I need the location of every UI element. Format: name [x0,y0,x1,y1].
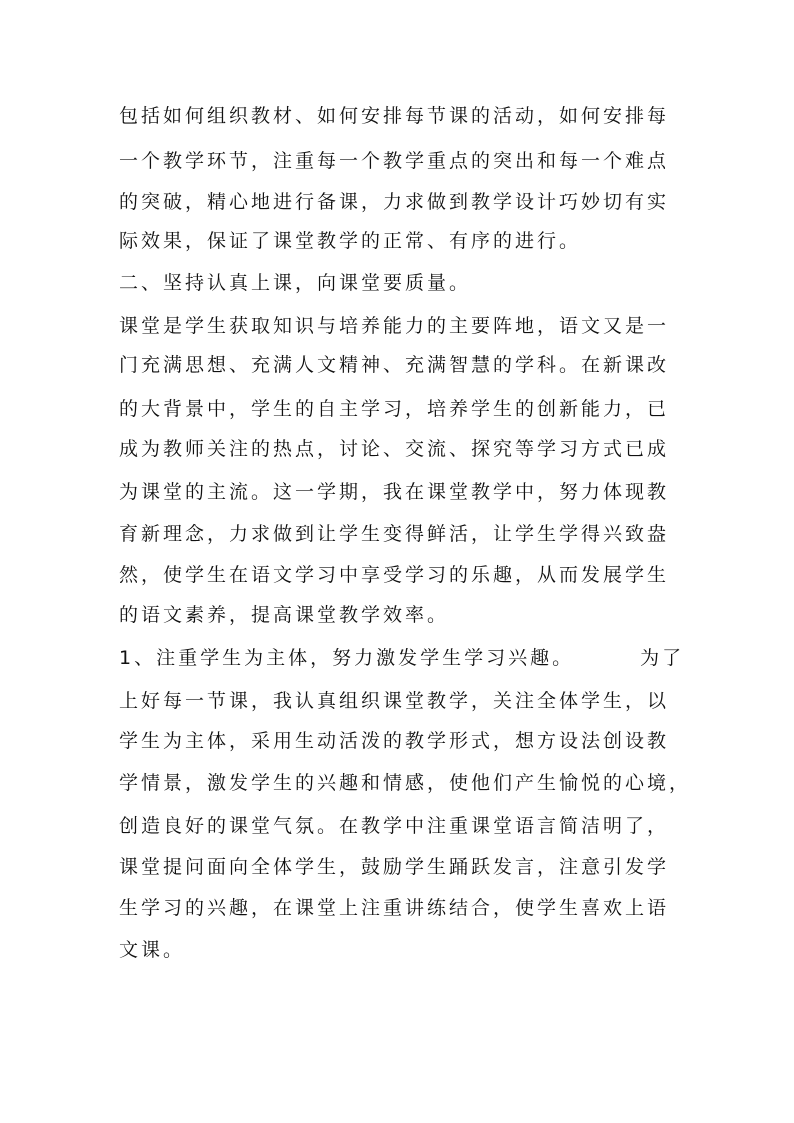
text-line: 成为教师关注的热点，讨论、交流、探究等学习方式已成 [119,438,670,460]
text-line: 课堂提问面向全体学生，鼓励学生踊跃发言，注意引发学 [119,856,670,878]
text-line: 课堂是学生获取知识与培养能力的主要阵地，语文又是一 [119,315,670,337]
text-line: 的语文素养，提高课堂教学效率。 [119,604,450,626]
text-line: 际效果，保证了课堂教学的正常、有序的进行。 [119,230,582,252]
text-line: 包括如何组织教材、如何安排每节课的活动，如何安排每 [119,105,670,127]
text-line: 门充满思想、充满人文精神、充满智慧的学科。在新课改 [119,354,670,376]
text-line: 上好每一节课，我认真组织课堂教学，关注全体学生，以 [119,690,670,712]
text-line: 创造良好的课堂气氛。在教学中注重课堂语言简洁明了， [119,815,670,837]
text-line: 一个教学环节，注重每一个教学重点的突出和每一个难点 [119,150,670,172]
subheading-text: 1、注重学生为主体，努力激发学生学习兴趣。 [119,647,575,669]
text-line: 学情景，激发学生的兴趣和情感，使他们产生愉悦的心境， [119,772,692,794]
text-line: 育新理念，力求做到让学生变得鲜活，让学生学得兴致盎 [119,523,670,545]
text-line: 的大背景中，学生的自主学习，培养学生的创新能力，已 [119,398,670,420]
text-line: 文课。 [119,939,186,961]
text-line: 学生为主体，采用生动活泼的教学形式，想方设法创设教 [119,730,670,752]
text-line: 然，使学生在语文学习中享受学习的乐趣，从而发展学生 [119,564,670,586]
text-line: 为课堂的主流。这一学期，我在课堂教学中，努力体现教 [119,481,670,503]
text-line: 生学习的兴趣，在课堂上注重讲练结合，使学生喜欢上语 [119,897,670,919]
subheading-line [119,646,685,670]
subheading-tail: 为了 [640,647,685,669]
section-heading: 二、坚持认真上课，向课堂要质量。 [119,272,472,294]
text-line: 的突破，精心地进行备课，力求做到教学设计巧妙切有实 [119,191,670,213]
